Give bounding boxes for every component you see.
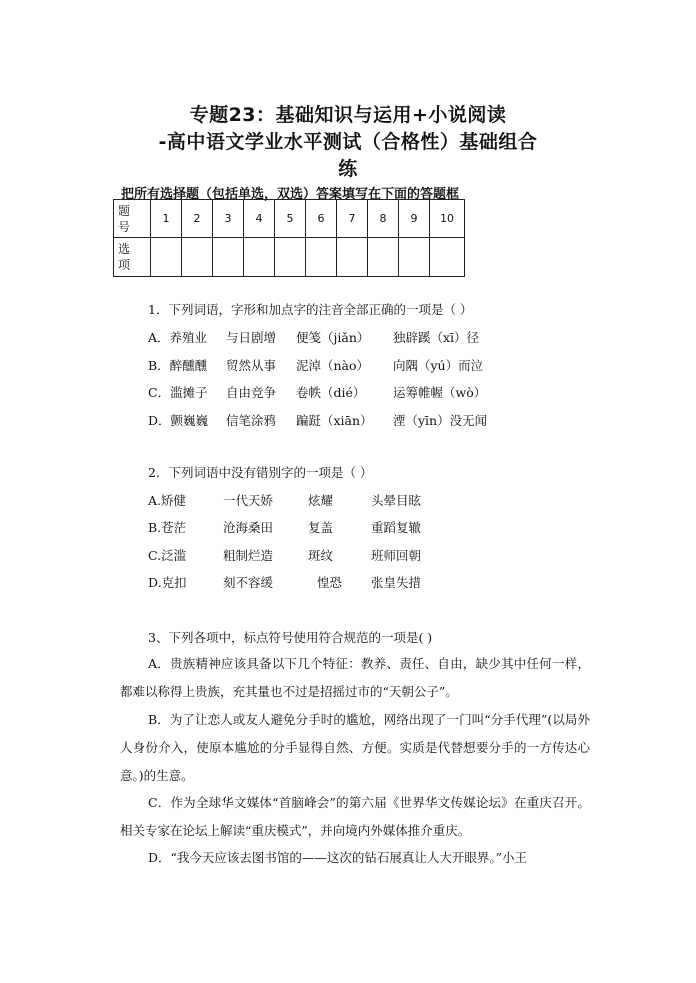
question-1-option-a	[148, 328, 479, 346]
option-word: C.泛滥	[148, 548, 187, 563]
option-word: A．养殖业	[148, 330, 208, 345]
answer-cell[interactable]	[182, 238, 213, 277]
answer-instruction: 把所有选择题（包括单选，双选）答案填写在下面的答题框	[121, 187, 460, 202]
answer-cell[interactable]	[337, 238, 368, 277]
question-2-option-c	[148, 546, 421, 564]
table-header-option	[114, 238, 151, 277]
option-word: 炫耀	[308, 493, 334, 508]
option-word: 运筹帷幄（wò）	[393, 385, 487, 400]
option-word: A.矫健	[148, 493, 187, 508]
option-word: 复盖	[308, 520, 334, 535]
option-word: 刻不容缓	[223, 575, 274, 590]
option-word: 卷帙（dié）	[296, 385, 366, 400]
option-word: B．醉醺醺	[148, 358, 208, 373]
question-3-option-a: A．贵族精神应该具备以下几个特征：教养、责任、自由，缺少其中任何一样，都难以称得上贵族，充其量也不过是招摇过市的“天朝公子”。	[120, 656, 590, 699]
question-number-cell: 7	[337, 200, 368, 238]
answer-table-answer-row	[114, 238, 465, 277]
option-word: 一代天娇	[223, 493, 274, 508]
question-number-cell: 2	[182, 200, 213, 238]
answer-table-number-row	[114, 200, 465, 238]
table-header-number	[114, 200, 151, 238]
option-word: D.克扣	[148, 575, 187, 590]
option-word: B.苍茫	[148, 520, 187, 535]
answer-cell[interactable]	[275, 238, 306, 277]
question-number-cell: 4	[244, 200, 275, 238]
question-number-cell: 9	[399, 200, 430, 238]
option-word: 泥淖（nào）	[296, 358, 370, 373]
option-word: 粗制烂造	[223, 548, 274, 563]
option-word: 贸然从事	[226, 358, 277, 373]
question-1-option-b	[148, 356, 483, 374]
question-2-option-a	[148, 491, 421, 509]
question-2-option-d	[148, 573, 421, 591]
title-line-1: 专题23：基础知识与运用+小说阅读	[189, 104, 507, 126]
answer-cell[interactable]	[213, 238, 244, 277]
answer-table	[113, 199, 465, 277]
option-word: C．滥摊子	[148, 385, 208, 400]
option-word: 信笔涂鸦	[226, 413, 277, 428]
option-word: 头晕目眩	[371, 493, 422, 508]
question-3-option-b: B．为了让恋人或友人避免分手时的尴尬，网络出现了一门叫“分手代理”(以局外人身份介入，使原本尴尬的分手显得自然、方便。实质是代替想要分手的一方传达心意。)的生意。	[120, 712, 590, 783]
answer-cell[interactable]	[399, 238, 430, 277]
header-char: 项	[118, 258, 131, 272]
question-number-cell: 10	[430, 200, 465, 238]
question-number-cell: 6	[306, 200, 337, 238]
question-1-option-c	[148, 383, 486, 401]
option-word: 湮（yīn）没无闻	[393, 413, 488, 428]
option-word: 与日剧增	[226, 330, 277, 345]
answer-cell[interactable]	[430, 238, 465, 277]
option-word: D．颤巍巍	[148, 413, 209, 428]
header-char: 选	[118, 242, 131, 256]
option-word: 独辟蹊（xī）径	[393, 330, 480, 345]
question-number-cell: 3	[213, 200, 244, 238]
option-word: 班师回朝	[371, 548, 422, 563]
option-word: 沧海桑田	[223, 520, 274, 535]
question-2-option-b	[148, 518, 421, 536]
option-word: 向隅（yú）而泣	[393, 358, 484, 373]
answer-cell[interactable]	[151, 238, 182, 277]
question-number-cell: 1	[151, 200, 182, 238]
answer-cell[interactable]	[306, 238, 337, 277]
option-word: 重蹈复辙	[371, 520, 422, 535]
header-char: 号	[118, 219, 131, 234]
question-3-option-c: C．作为全球华文媒体“首脑峰会”的第六届《世界华文传媒论坛》在重庆召开。相关专家在论坛上解读“重庆模式”，并向境内外媒体推介重庆。	[120, 795, 590, 838]
option-word: 张皇失措	[371, 575, 422, 590]
question-number-cell: 5	[275, 200, 306, 238]
question-number-cell: 8	[368, 200, 399, 238]
question-3-option-d: D．“我今天应该去图书馆的——这次的钻石展真让人大开眼界。”小王	[148, 850, 528, 865]
answer-cell[interactable]	[368, 238, 399, 277]
question-2-stem: 2．下列词语中没有错别字的一项是（ ）	[148, 465, 373, 480]
answer-cell[interactable]	[244, 238, 275, 277]
title-line-2: -高中语文学业水平测试（合格性）基础组合	[158, 131, 538, 153]
question-1-option-d	[148, 411, 487, 429]
header-char: 题	[118, 203, 131, 218]
option-word: 蹁跹（xiān）	[296, 413, 373, 428]
title-line-3: 练	[338, 158, 358, 180]
option-word: 斑纹	[308, 548, 334, 563]
question-3-stem: 3、下列各项中，标点符号使用符合规范的一项是( )	[148, 630, 433, 645]
option-word: 便笺（jiǎn）	[296, 330, 370, 345]
option-word: 惶恐	[317, 575, 343, 590]
option-word: 自由竞争	[226, 385, 277, 400]
question-1-stem: 1．下列词语，字形和加点字的注音全部正确的一项是（ ）	[148, 302, 473, 317]
